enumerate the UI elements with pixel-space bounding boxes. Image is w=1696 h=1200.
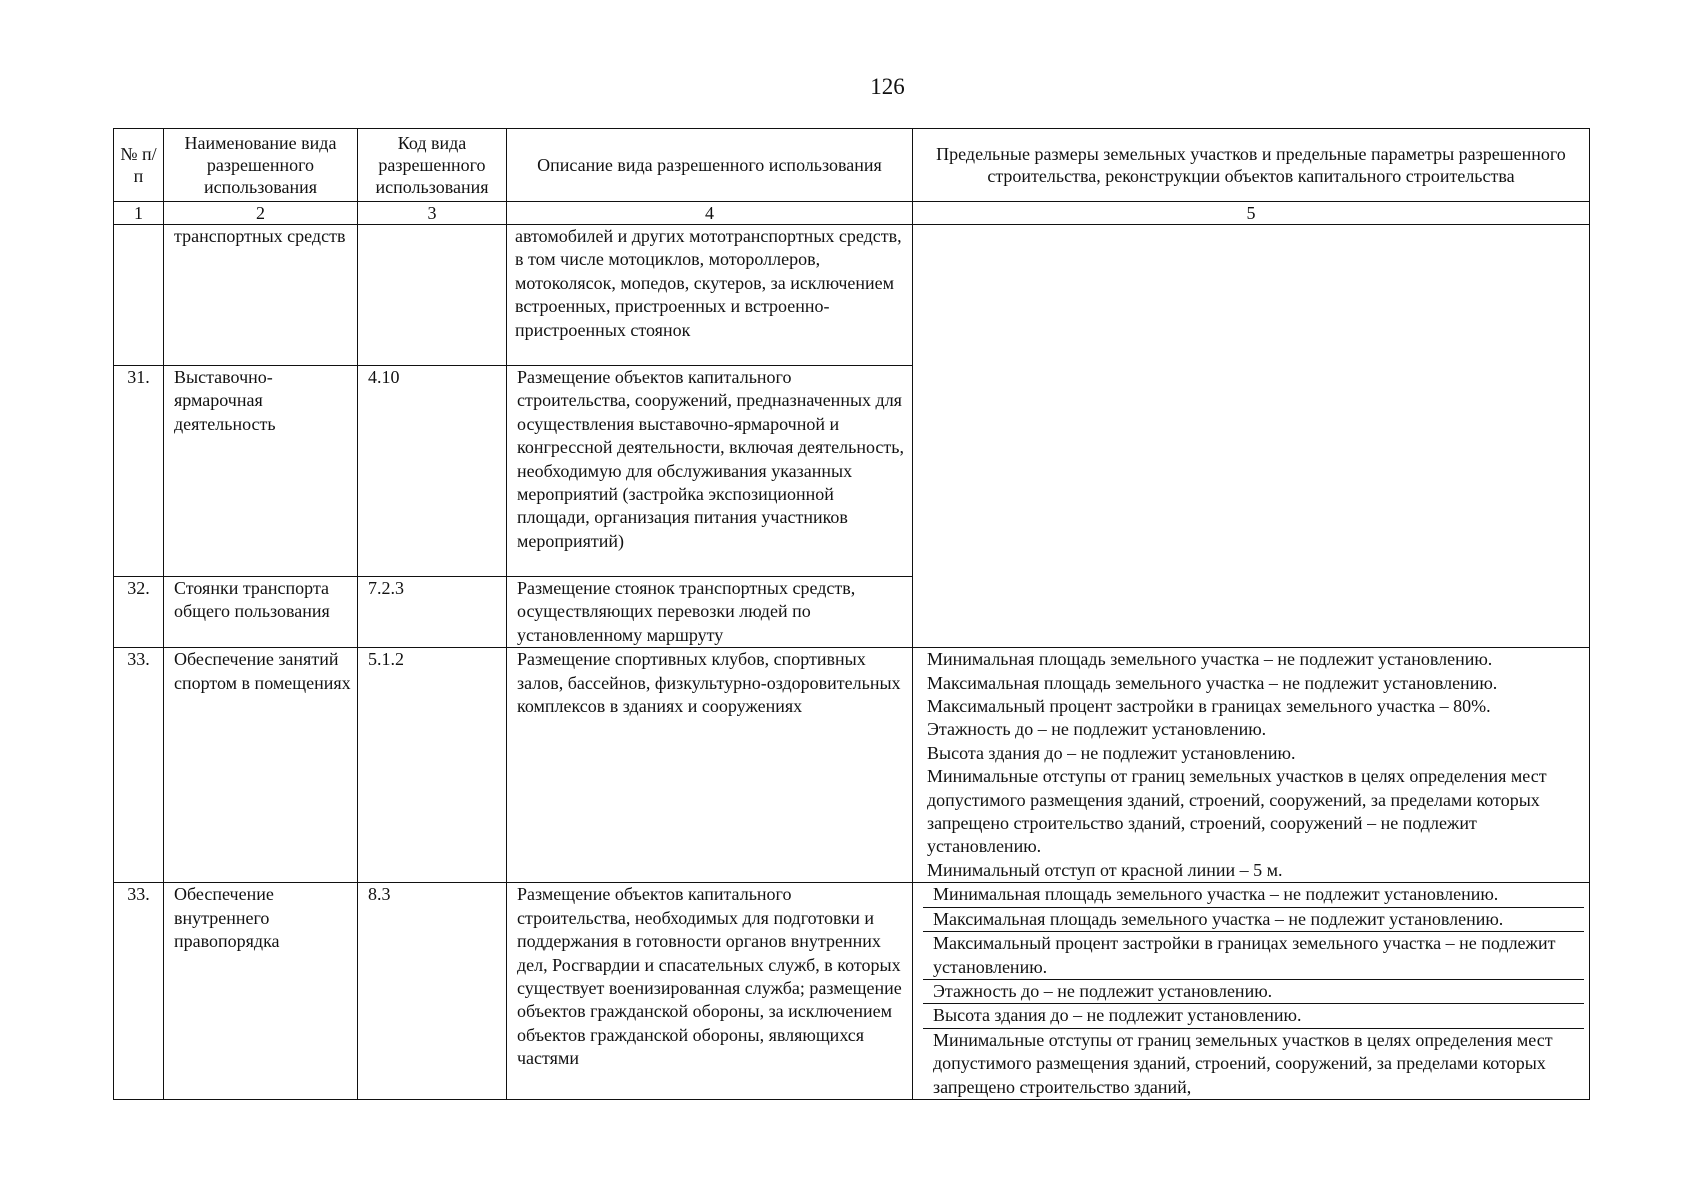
row-number: 32.	[114, 577, 164, 648]
column-number: 2	[164, 202, 358, 225]
row-parameters-empty	[913, 225, 1590, 648]
row-use-name: Обеспечение занятий спортом в помещениях	[164, 648, 358, 883]
column-number: 4	[507, 202, 913, 225]
column-numbers-row	[114, 202, 1590, 225]
zoning-table	[113, 128, 1590, 1100]
header-name: Наименование вида разрешенного использования	[164, 129, 358, 202]
column-number: 3	[358, 202, 507, 225]
row-description: Размещение спортивных клубов, спортивных залов, бассейнов, физкультурно-оздоровительных комплексов в зданиях и сооружениях	[507, 648, 913, 883]
row-use-name: Выставочно-ярмарочная деятельность	[164, 366, 358, 577]
row-parameters	[913, 883, 1590, 1100]
row-number: 33.	[114, 648, 164, 883]
row-description: Размещение объектов капитального строительства, сооружений, предназначенных для осуществления выставочно-ярмарочной и конгрессной деятельности, включая деятельность, необходимую для обслуживания указанных мероприятий (застройка экспозиционной площади, организация питания участников мероприятий)	[507, 366, 913, 577]
column-number: 5	[913, 202, 1590, 225]
header-number: № п/п	[114, 129, 164, 202]
row-description: Размещение стоянок транспортных средств, осуществляющих перевозки людей по установленному маршруту	[507, 577, 913, 648]
column-number: 1	[114, 202, 164, 225]
parameter-line: Максимальный процент застройки в границах земельного участка – 80%.	[927, 696, 1491, 717]
parameter-line: Высота здания до – не подлежит установлению.	[927, 742, 1296, 763]
row-use-code: 7.2.3	[358, 577, 507, 648]
header-description: Описание вида разрешенного использования	[507, 129, 913, 202]
row-use-name: Обеспечение внутреннего правопорядка	[164, 883, 358, 1100]
parameter-box: Минимальная площадь земельного участка – не подлежит установлению.	[923, 883, 1584, 907]
header-parameters: Предельные размеры земельных участков и предельные параметры разрешенного строительства, реконструкции объектов капитального строительства	[913, 129, 1590, 202]
header-code: Код вида разрешенного использования	[358, 129, 507, 202]
parameter-line: Минимальные отступы от границ земельных участков в целях определения мест допустимого размещения зданий, строений, сооружений, за пределами которых запрещено строительство зданий, строений, сооружений – не подлежит установлению.	[927, 766, 1547, 857]
page-number: 126	[870, 74, 905, 99]
parameter-box: Высота здания до – не подлежит установлению.	[923, 1004, 1584, 1028]
table-row	[114, 883, 1590, 1100]
parameter-box: Максимальный процент застройки в границах земельного участка – не подлежит установлению.	[923, 932, 1584, 980]
parameter-box: Этажность до – не подлежит установлению.	[923, 980, 1584, 1004]
row-use-code: 8.3	[358, 883, 507, 1100]
parameter-line: Минимальная площадь земельного участка – не подлежит установлению.	[927, 649, 1493, 670]
parameter-line: Максимальная площадь земельного участка – не подлежит установлению.	[927, 672, 1498, 693]
row-use-name: транспортных средств	[164, 225, 358, 366]
row-use-name: Стоянки транспорта общего пользования	[164, 577, 358, 648]
row-description: Размещение объектов капитального строительства, необходимых для подготовки и поддержания в готовности органов внутренних дел, Росгвардии и спасательных служб, в которых существует военизированная служба; размещение объектов гражданской обороны, за исключением объектов гражданской обороны, являющихся частями	[507, 883, 913, 1100]
row-use-code	[358, 225, 507, 366]
row-description: автомобилей и других мототранспортных средств, в том числе мотоциклов, мотороллеров, мотоколясок, мопедов, скутеров, за исключением встроенных, пристроенных и встроенно-пристроенных стоянок	[507, 225, 913, 366]
row-number	[114, 225, 164, 366]
row-use-code: 4.10	[358, 366, 507, 577]
row-parameters	[913, 648, 1590, 883]
row-number: 31.	[114, 366, 164, 577]
header-row	[114, 129, 1590, 202]
table-row	[114, 225, 1590, 366]
parameter-line: Этажность до – не подлежит установлению.	[927, 719, 1267, 740]
parameter-box: Минимальные отступы от границ земельных участков в целях определения мест допустимого размещения зданий, строений, сооружений, за пределами которых запрещено строительство зданий,	[933, 1029, 1553, 1097]
table-row	[114, 648, 1590, 883]
document-table-wrapper	[113, 128, 1589, 1100]
parameter-box: Максимальная площадь земельного участка – не подлежит установлению.	[923, 908, 1584, 932]
parameter-line: Минимальный отступ от красной линии – 5 м.	[927, 859, 1283, 880]
row-number: 33.	[114, 883, 164, 1100]
row-use-code: 5.1.2	[358, 648, 507, 883]
